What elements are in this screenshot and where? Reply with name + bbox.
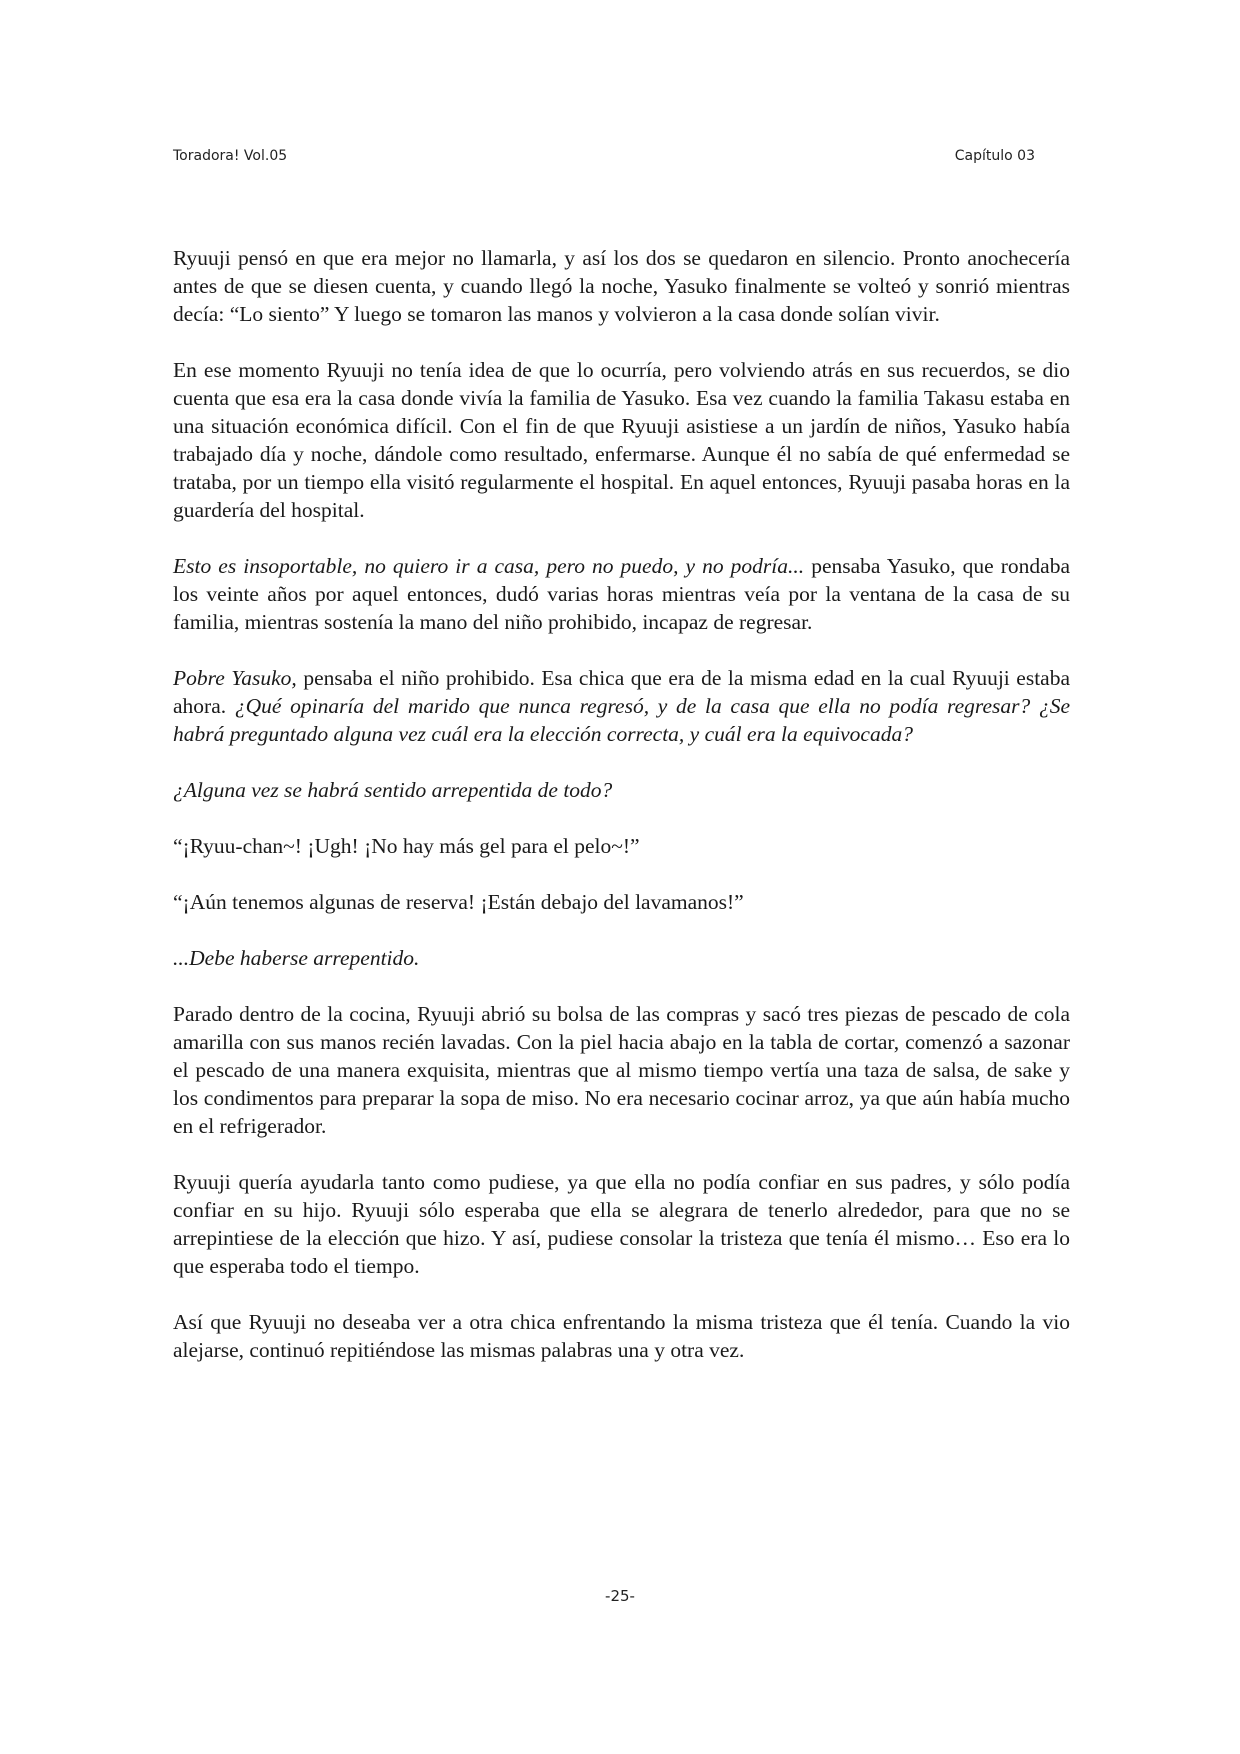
paragraph-5 bbox=[173, 776, 1070, 804]
page-header bbox=[173, 148, 1035, 172]
paragraph-6: “¡Ryuu-chan~! ¡Ugh! ¡No hay más gel para el pelo~!” bbox=[173, 834, 640, 858]
paragraph-3 bbox=[173, 552, 1070, 636]
paragraph-7: “¡Aún tenemos algunas de reserva! ¡Están debajo del lavamanos!” bbox=[173, 890, 744, 914]
paragraph-1: Ryuuji pensó en que era mejor no llamarla, y así los dos se quedaron en silencio. Pronto anochecería antes de que se diesen cuenta, y cuando llegó la noche, Yasuko finalmente se volteó y sonrió mientras decía: “Lo siento” Y luego se tomaron las manos y volvieron a la casa donde solían vivir. bbox=[173, 246, 1070, 326]
paragraph-2: En ese momento Ryuuji no tenía idea de que lo ocurría, pero volviendo atrás en sus recuerdos, se dio cuenta que esa era la casa donde vivía la familia de Yasuko. Esa vez cuando la familia Takasu estaba en una situación económica difícil. Con el fin de que Ryuuji asistiese a un jardín de niños, Yasuko había trabajado día y noche, dándole como resultado, enfermarse. Aunque él no sabía de qué enfermedad se trataba, por un tiempo ella visitó regularmente el hospital. En aquel entonces, Ryuuji pasaba horas en la guardería del hospital. bbox=[173, 358, 1070, 522]
paragraph-4-mid: pensaba el niño prohibido. Esa chica que era de la misma edad en la cual Ryuuji estaba ahora. bbox=[173, 666, 1071, 718]
chapter-title: Capítulo 03 bbox=[954, 148, 1035, 164]
paragraph-5-italic: ¿Alguna vez se habrá sentido arrepentida de todo? bbox=[173, 778, 613, 802]
paragraph-3-italic: Esto es insoportable, no quiero ir a casa, pero no puedo, y no podría... bbox=[173, 554, 805, 578]
paragraph-4 bbox=[173, 664, 1070, 748]
paragraph-8 bbox=[173, 944, 1070, 972]
paragraph-9: Parado dentro de la cocina, Ryuuji abrió su bolsa de las compras y sacó tres piezas de pescado de cola amarilla con sus manos recién lavadas. Con la piel hacia abajo en la tabla de cortar, comenzó a sazonar el pescado de una manera exquisita, mientras que al mismo tiempo vertía una taza de salsa, de sake y los condimentos para preparar la sopa de miso. No era necesario cocinar arroz, ya que aún había mucho en el refrigerador. bbox=[173, 1002, 1070, 1138]
page-number: -25- bbox=[605, 1587, 635, 1605]
page-body bbox=[173, 244, 1070, 1364]
paragraph-3-rest: pensaba Yasuko, que rondaba los veinte años por aquel entonces, dudó varias horas mientras veía por la ventana de la casa de su familia, mientras sostenía la mano del niño prohibido, incapaz de regresar. bbox=[173, 554, 1070, 634]
paragraph-8-italic: ...Debe haberse arrepentido. bbox=[173, 946, 420, 970]
paragraph-4-italic-b: ¿Qué opinaría del marido que nunca regresó, y de la casa que ella no podía regresar? ¿Se habrá preguntado alguna vez cuál era la elección correcta, y cuál era la equivocada? bbox=[173, 694, 1071, 746]
paragraph-11: Así que Ryuuji no deseaba ver a otra chica enfrentando la misma tristeza que él tenía. Cuando la vio alejarse, continuó repitiéndose las mismas palabras una y otra vez. bbox=[173, 1310, 1070, 1362]
paragraph-10: Ryuuji quería ayudarla tanto como pudiese, ya que ella no podía confiar en sus padres, y sólo podía confiar en su hijo. Ryuuji sólo esperaba que ella se alegrara de tenerlo alrededor, para que no se arrepintiese de la elección que hizo. Y así, pudiese consolar la tristeza que tenía él mismo… Eso era lo que esperaba todo el tiempo. bbox=[173, 1170, 1070, 1278]
paragraph-4-italic-a: Pobre Yasuko, bbox=[173, 666, 297, 690]
book-title: Toradora! Vol.05 bbox=[173, 148, 288, 164]
